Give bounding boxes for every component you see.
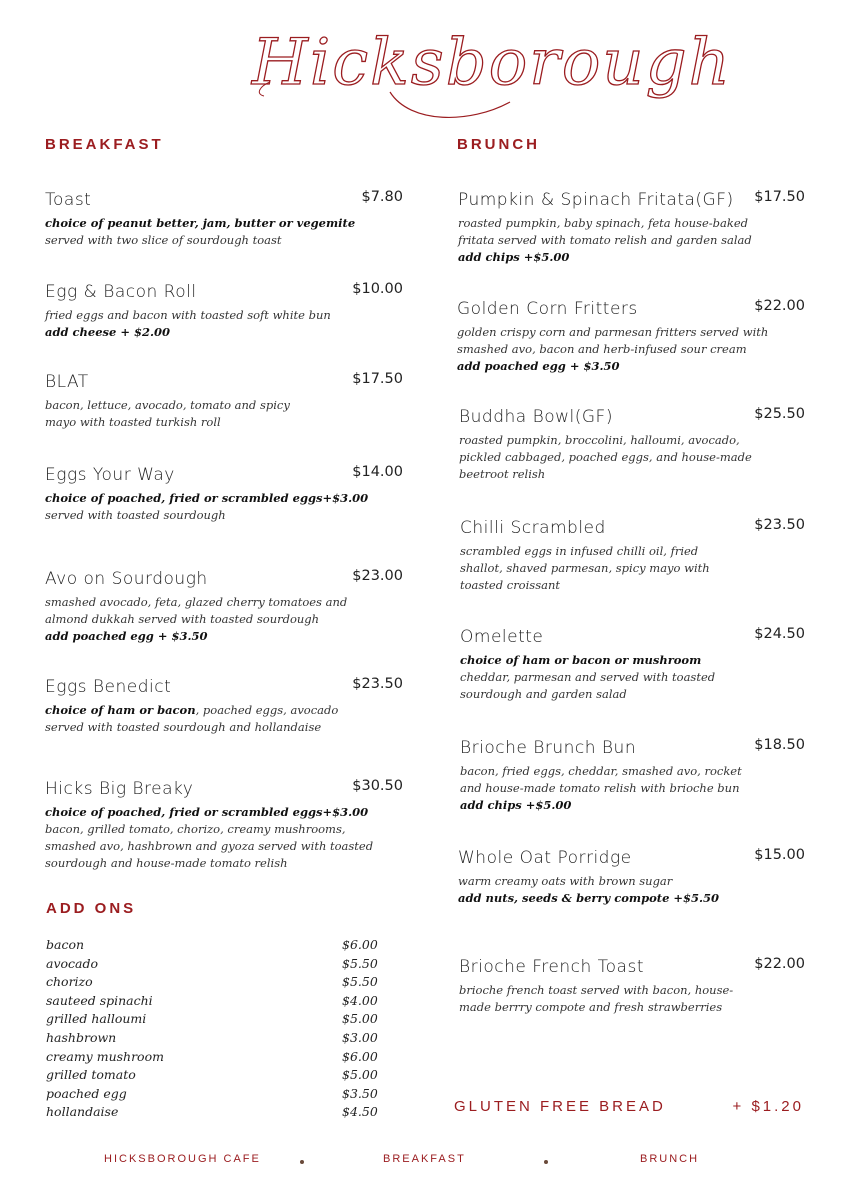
gluten-free-price: + $1.20 [732,1098,804,1115]
item-name: Egg & Bacon Roll [45,282,197,302]
item-option: choice of ham or bacon [45,703,196,717]
addon-row: hollandaise $4.50 [46,1104,378,1120]
addon-row: hashbrown $3.00 [46,1029,378,1045]
item-description: roasted pumpkin, broccolini, halloumi, avocado, pickled cabbaged, poached eggs, and house-made beetroot relish [459,433,752,481]
item-price: $15.00 [754,847,805,863]
addon-row: bacon $6.00 [46,937,378,952]
brunch-heading: BRUNCH [457,136,540,153]
item-description: choice of ham or bacon, poached eggs, avocado served with toasted sourdough and hollandaise [45,703,339,734]
menu-item-brioche-brunch-bun [460,737,805,814]
footer-dot [544,1160,548,1164]
item-option: choice of poached, fried or scrambled eggs+$3.00 [45,491,369,505]
item-description: scrambled eggs in infused chilli oil, fried shallot, shaved parmesan, spicy mayo with toasted croissant [460,544,710,592]
item-name: Toast [45,190,92,210]
item-price: $14.00 [352,464,403,480]
addons-list [46,936,386,1122]
footer [0,1153,848,1173]
addon-row: creamy mushroom $6.00 [46,1048,378,1064]
addon-row: avocado $5.50 [46,955,378,971]
item-price: $7.80 [361,189,403,205]
item-addon: add nuts, seeds & berry compote +$5.50 [458,891,720,905]
item-addon: add cheese + $2.00 [45,325,170,339]
item-name: Brioche French Toast [459,957,644,977]
footer-dot [300,1160,304,1164]
item-option: choice of poached, fried or scrambled eggs+$3.00 [45,805,369,819]
item-price: $25.50 [754,406,805,422]
item-name: Buddha Bowl(GF) [459,407,613,427]
item-name: Chilli Scrambled [460,518,606,538]
item-name: Whole Oat Porridge [458,848,632,868]
addon-row: chorizo $5.50 [46,974,378,990]
item-option: choice of peanut better, jam, butter or vegemite [45,216,356,230]
item-name: BLAT [45,372,89,392]
addons-heading: ADD ONS [46,900,137,917]
menu-item-avo-on-sourdough [45,568,403,645]
item-name: Avo on Sourdough [45,569,208,589]
item-description: bacon, fried eggs, cheddar, smashed avo, rocket and house-made tomato relish with brioche bun add chips +$5.00 [460,764,742,812]
menu-item-hicks-big-breaky [45,778,403,872]
item-description: golden crispy corn and parmesan fritters served with smashed avo, bacon and herb-infused sour cream add poached egg + $3.50 [457,325,769,373]
item-description: choice of ham or bacon or mushroom cheddar, parmesan and served with toasted sourdough and garden salad [460,653,716,701]
item-price: $17.50 [754,189,805,205]
item-price: $10.00 [352,281,403,297]
menu-item-pumpkin-fritata [458,189,805,266]
item-price: $23.50 [754,517,805,533]
menu-item-blat [45,371,403,431]
menu-item-eggs-your-way [45,464,403,524]
item-description: fried eggs and bacon with toasted soft white bun add cheese + $2.00 [45,308,331,339]
item-description: choice of poached, fried or scrambled eggs+$3.00 bacon, grilled tomato, chorizo, creamy mushrooms, smashed avo, hashbrown and gyoza served with toasted sourdough and house-made tomato relish [45,805,374,870]
menu-item-toast [45,189,403,249]
menu-item-chilli-scrambled [460,517,805,594]
item-name: Omelette [460,627,544,647]
gluten-free-bread [454,1098,804,1115]
footer-brunch: BRUNCH [640,1153,700,1165]
item-price: $22.00 [754,956,805,972]
item-description: smashed avocado, feta, glazed cherry tomatoes and almond dukkah served with toasted sourdough add poached egg + $3.50 [45,595,348,643]
menu-item-buddha-bowl [459,406,805,483]
menu-item-eggs-benedict [45,676,403,736]
item-addon: add poached egg + $3.50 [457,359,620,373]
menu-item-egg-bacon-roll [45,281,403,341]
item-name: Eggs Your Way [45,465,175,485]
item-price: $17.50 [352,371,403,387]
item-addon: add poached egg + $3.50 [45,629,208,643]
addon-row: sauteed spinachi $4.00 [46,992,378,1008]
item-addon: add chips +$5.00 [458,250,570,264]
logo-text: Hicksborough [252,26,732,100]
item-description: choice of poached, fried or scrambled eggs+$3.00 served with toasted sourdough [45,491,369,522]
item-description: choice of peanut better, jam, butter or vegemite served with two slice of sourdough toast [45,216,356,247]
item-addon: add chips +$5.00 [460,798,572,812]
addon-row: grilled tomato $5.00 [46,1067,378,1083]
item-name: Golden Corn Fritters [457,299,638,319]
addon-row: grilled halloumi $5.00 [46,1011,378,1027]
item-description: bacon, lettuce, avocado, tomato and spicy mayo with toasted turkish roll [45,398,290,429]
footer-cafe-name: HICKSBOROUGH CAFE [104,1153,261,1165]
breakfast-heading: BREAKFAST [45,136,164,153]
item-price: $22.00 [754,298,805,314]
menu-item-brioche-french-toast [459,956,805,1016]
addon-row: poached egg $3.50 [46,1085,378,1101]
hicksborough-logo [240,14,732,124]
item-price: $23.00 [352,568,403,584]
item-description: roasted pumpkin, baby spinach, feta house-baked fritata served with tomato relish and garden salad add chips +$5.00 [458,216,752,264]
item-description: warm creamy oats with brown sugar add nuts, seeds & berry compote +$5.50 [458,874,720,905]
item-price: $24.50 [754,626,805,642]
gluten-free-label: GLUTEN FREE BREAD [454,1098,666,1115]
item-price: $18.50 [754,737,805,753]
item-description: brioche french toast served with bacon, house-made berrry compote and fresh strawberries [459,983,734,1014]
footer-breakfast: BREAKFAST [383,1153,466,1165]
menu-item-whole-oat-porridge [458,847,805,907]
item-name: Eggs Benedict [45,677,172,697]
item-name: Pumpkin & Spinach Fritata(GF) [458,190,734,210]
item-name: Hicks Big Breaky [45,779,194,799]
menu-item-omelette [460,626,805,703]
item-price: $30.50 [352,778,403,794]
item-option: choice of ham or bacon or mushroom [460,653,702,667]
item-name: Brioche Brunch Bun [460,738,637,758]
menu-item-golden-corn-fritters [457,298,805,375]
item-price: $23.50 [352,676,403,692]
